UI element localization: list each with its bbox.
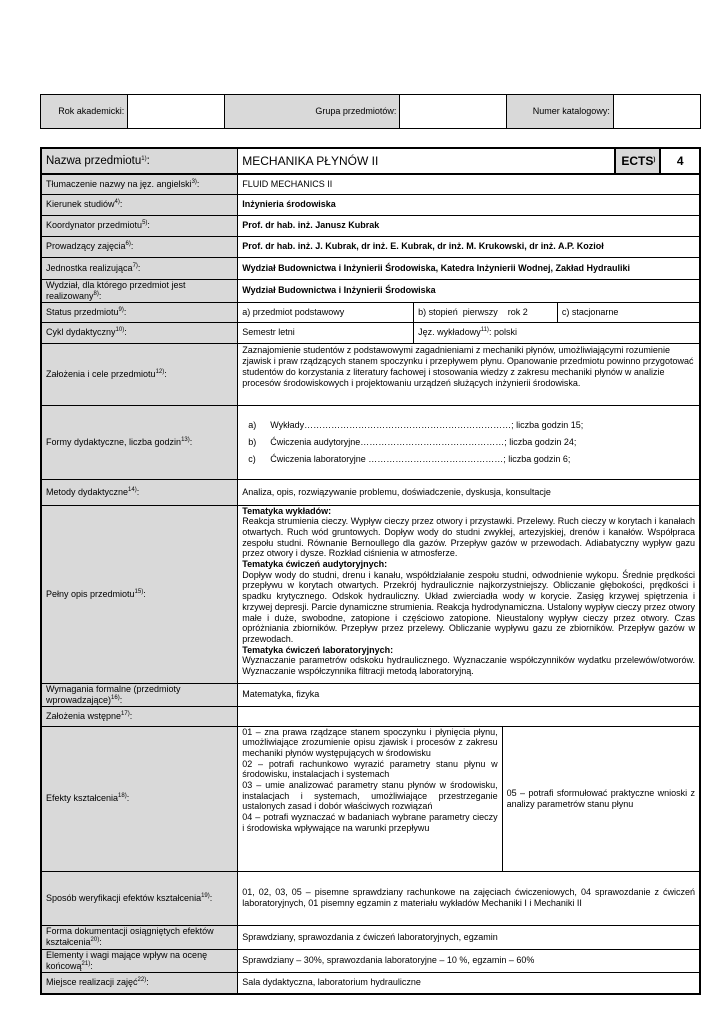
grupa-label: Grupa przedmiotów: xyxy=(225,95,400,129)
grupa-value xyxy=(400,95,507,129)
cykl-value: Semestr letni xyxy=(238,322,414,343)
status-a: a) przedmiot podstawowy xyxy=(238,302,414,322)
wydzial-label: Wydział, dla którego przedmiot jest realizowany$^{8)}$: xyxy=(41,279,238,302)
formy-item: c) Ćwiczenia laboratoryjne ………………………………………; liczba godzin 6; xyxy=(248,453,571,464)
eng-label: Tłumaczenie nazwy na jęz. angielski$^{3)}$: xyxy=(41,174,238,194)
opis-text-audytoryjne: Dopływ wody do studni, drenu i kanału, współdziałanie zespołu studni, odwodnienie wykopu. Średnie prędkości przepływu w korytach otwartych. Przekrój hydraulicznie najkorzystniejszy. Obliczanie głębokości, prędkości i spadku krytycznego. Odskok hydrauliczny. Układ zwierciadła wody w korycie. Zasięg krzywej spiętrzenia i krzywej depresji. Parcie dynamiczne strumienia. Reakcja hydrodynamiczna. Ustalony wypływ cieczy przez otwory małe i duże, swobodne, zatopione i częściowo zatopione. Nieustalony wypływ cieczy przez otwory. Czas opróżniania zbiorników. Przepływ przez przelewy. Obliczanie wypływu gazu ze zbiorników. Przepływ gazów w przewodach. xyxy=(242,569,695,644)
header-table xyxy=(40,94,701,129)
koordynator-label: Koordynator przedmiotu$^{5)}$: xyxy=(41,215,238,236)
rok-label: Rok akademicki: xyxy=(41,95,128,129)
cykl-label: Cykl dydaktyczny$^{10)}$: xyxy=(41,322,238,343)
numer-value xyxy=(613,95,700,129)
rok-value xyxy=(128,95,225,129)
status-c: c) stacjonarne xyxy=(557,302,700,322)
wymagania-label: Wymagania formalne (przedmioty wprowadzające)$^{16)}$: xyxy=(41,683,238,706)
efekty-right: 05 – potrafi sformułować praktyczne wnioski z analizy parametrów stanu płynu xyxy=(502,726,700,871)
opis-label: Pełny opis przedmiotu$^{15)}$: xyxy=(41,505,238,683)
forma-value: Sprawdziany, sprawozdania z ćwiczeń laboratoryjnych, egzamin xyxy=(238,925,700,949)
sposob-label: Sposób weryfikacji efektów kształcenia$^{19)}$: xyxy=(41,871,238,925)
formy-label: Formy dydaktyczne, liczba godzin$^{13)}$: xyxy=(41,405,238,479)
course-name-value: MECHANIKA PŁYNÓW II xyxy=(238,148,615,174)
ects-value: 4 xyxy=(660,148,700,174)
course-table xyxy=(40,147,701,995)
koordynator-value: Prof. dr hab. inż. Janusz Kubrak xyxy=(238,215,700,236)
zalozenia-label: Założenia i cele przedmiotu$^{12)}$: xyxy=(41,343,238,405)
sposob-value: 01, 02, 03, 05 – pisemne sprawdziany rachunkowe na zajęciach ćwiczeniowych, 04 sprawozdanie z ćwiczeń laboratoryjnych, 01 pisemny egzamin z materiału wykładów Mechaniki I i Mechaniki II xyxy=(238,871,700,925)
efekty-label: Efekty kształcenia$^{18)}$: xyxy=(41,726,238,871)
status-label: Status przedmiotu$^{9)}$: xyxy=(41,302,238,322)
formy-item: b) Ćwiczenia audytoryjne…………………………………………; liczba godzin 24; xyxy=(248,436,577,447)
formy-value xyxy=(238,405,700,479)
metody-label: Metody dydaktyczne$^{14)}$: xyxy=(41,479,238,505)
eng-value: FLUID MECHANICS II xyxy=(238,174,700,194)
jednostka-value: Wydział Budownictwa i Inżynierii Środowiska, Katedra Inżynierii Wodnej, Zakład Hydrauliki xyxy=(238,257,700,279)
zalozenia-wstepne-label: Założenia wstępne$^{17)}$: xyxy=(41,706,238,726)
formy-item: a) Wykłady……………………………………………………………; liczba godzin 15; xyxy=(248,419,584,430)
status-b: b) stopień pierwszy rok 2 xyxy=(414,302,558,322)
zalozenia-value: Zaznajomienie studentów z podstawowymi zagadnieniami z mechaniki płynów, umożliwiającymi rozumienie zjawisk i praw rządzących stanem spoczynku i przepływem płynu. Opanowanie przedmiotu powinno przygotować studentów do korzystania z literatury fachowej i stosowania wiedzy z zakresu mechaniki płynów w analizie procesów środowiskowych i projektowaniu urządzeń służących inżynierii środowiska. xyxy=(238,343,700,405)
miejsce-value: Sala dydaktyczna, laboratorium hydrauliczne xyxy=(238,972,700,994)
opis-text-wyklady: Reakcja strumienia cieczy. Wypływ cieczy przez otwory i przystawki. Przelewy. Ruch cieczy w korytach i kanałach otwartych. Ruch wód gruntowych. Dopływ wody do studni zwykłej, artezyjskiej, drenów i kanałów. Współpraca zespołu studni. Równanie Bernoullego dla gazów. Przepływ gazów w przewodach. Adiabatyczny wypływ gazu przez otwory i dysze. Rozkład ciśnienia w atmosferze. xyxy=(242,516,695,559)
opis-text-laboratoryjne: Wyznaczanie parametrów odskoku hydraulicznego. Wyznaczanie współczynników wydatku przelewów/otworów. Wyznaczanie współczynnika filtracji metodą laboratoryjną. xyxy=(242,655,695,677)
zalozenia-wstepne-value xyxy=(238,706,700,726)
opis-value xyxy=(238,505,700,683)
miejsce-label: Miejsce realizacji zajęć$^{22)}$: xyxy=(41,972,238,994)
prowadzacy-value: Prof. dr hab. inż. J. Kubrak, dr inż. E. Kubrak, dr inż. M. Krukowski, dr inż. A.P. Kozioł xyxy=(238,236,700,257)
elementy-value: Sprawdziany – 30%, sprawozdania laboratoryjne – 10 %, egzamin – 60% xyxy=(238,949,700,972)
opis-heading-laboratoryjne: Tematyka ćwiczeń laboratoryjnych: xyxy=(242,644,394,655)
wydzial-value: Wydział Budownictwa i Inżynierii Środowiska xyxy=(238,279,700,302)
opis-heading-audytoryjne: Tematyka ćwiczeń audytoryjnych: xyxy=(242,559,388,570)
numer-label: Numer katalogowy: xyxy=(507,95,614,129)
wymagania-value: Matematyka, fizyka xyxy=(238,683,700,706)
forma-label: Forma dokumentacji osiągniętych efektów kształcenia$^{20)}$: xyxy=(41,925,238,949)
course-name-label: Nazwa przedmiotu$^{1)}$: xyxy=(41,148,238,174)
opis-heading-wyklady: Tematyka wykładów: xyxy=(242,505,332,516)
prowadzacy-label: Prowadzący zajęcia$^{6)}$: xyxy=(41,236,238,257)
kierunek-label: Kierunek studiów$^{4)}$: xyxy=(41,194,238,215)
jednostka-label: Jednostka realizująca$^{7)}$: xyxy=(41,257,238,279)
jezyk-value: Jęz. wykładowy$^{11)}$: polski xyxy=(414,322,700,343)
metody-value: Analiza, opis, rozwiązywanie problemu, doświadczenie, dyskusja, konsultacje xyxy=(238,479,700,505)
kierunek-value: Inżynieria środowiska xyxy=(238,194,700,215)
ects-label: ECTS) xyxy=(615,148,661,174)
elementy-label: Elementy i wagi mające wpływ na ocenę końcową$^{21)}$: xyxy=(41,949,238,972)
efekty-left: 01 – zna prawa rządzące stanem spoczynku i płynięcia płynu, umożliwiające zrozumienie opisu zjawisk i procesów z zakresu mechaniki płynów występujących w środowisku 02 – potrafi rachunkowo wyrazić parametry stanu płynu w środowisku, instalacjach i systemach 03 – umie analizować parametry stanu płynów w środowisku, instalacjach i systemach, umożliwiające przestrzeganie ustalonych zasad i dobór właściwych rozwiązań 04 – potrafi wyznaczać w badaniach wybrane parametry cieczy i środowiska wpływające na warunki przepływu xyxy=(238,726,502,871)
